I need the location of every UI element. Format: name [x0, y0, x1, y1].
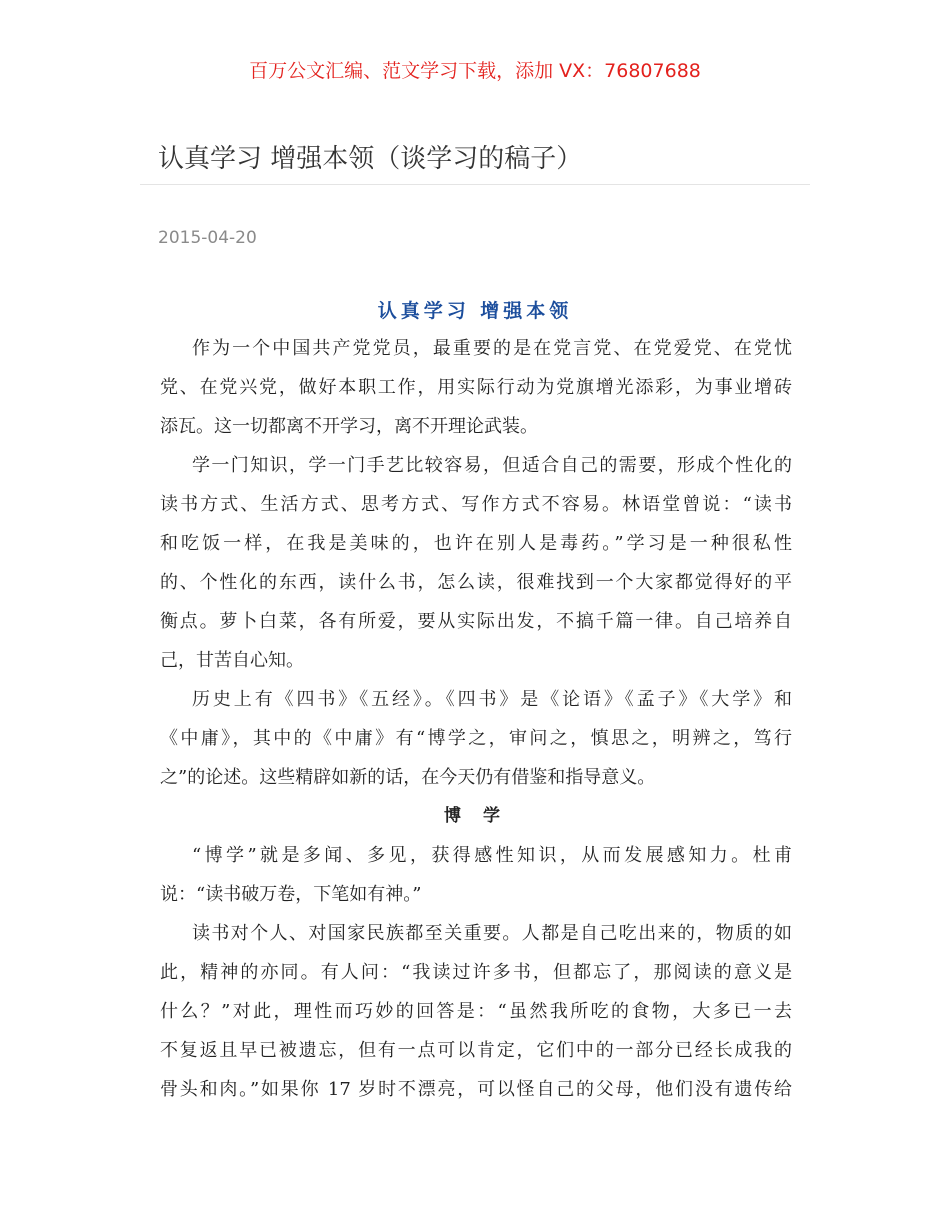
paragraph-line: 的、个性化的东西，读什么书，怎么读，很难找到一个大家都觉得好的平 — [160, 572, 792, 593]
paragraph-line: 此，精神的亦同。有人问：“我读过许多书，但都忘了，那阅读的意义是 — [160, 962, 792, 983]
section-heading: 博 学 — [444, 806, 508, 826]
paragraph — [160, 329, 792, 446]
paragraph-line: 己，甘苦自心知。 — [160, 650, 304, 671]
paragraph-line: 《中庸》，其中的《中庸》有“博学之，审问之，慎思之，明辨之，笃行 — [160, 728, 792, 749]
paragraph — [160, 914, 792, 1109]
paragraph — [160, 836, 792, 914]
paragraph-line: 什么？”对此，理性而巧妙的回答是：“虽然我所吃的食物，大多已一去 — [160, 1001, 792, 1022]
paragraph-line: “博学”就是多闻、多见，获得感性知识，从而发展感知力。杜甫 — [192, 845, 792, 866]
paragraph-line: 说：“读书破万卷，下笔如有神。” — [160, 884, 422, 905]
article-body — [160, 329, 792, 1109]
title-divider — [140, 184, 810, 185]
page-title: 认真学习 增强本领（谈学习的稿子） — [158, 144, 583, 174]
paragraph-line: 历史上有《四书》《五经》。《四书》是《论语》《孟子》《大学》和 — [192, 689, 792, 710]
paragraph-line: 党、在党兴党，做好本职工作，用实际行动为党旗增光添彩，为事业增砖 — [160, 377, 792, 398]
paragraph-line: 衡点。萝卜白菜，各有所爱，要从实际出发，不搞千篇一律。自己培养自 — [160, 611, 792, 632]
paragraph-line: 读书对个人、对国家民族都至关重要。人都是自己吃出来的，物质的如 — [192, 923, 792, 944]
paragraph-line: 和吃饭一样，在我是美味的，也许在别人是毒药。”学习是一种很私性 — [160, 533, 792, 554]
paragraph-line: 学一门知识，学一门手艺比较容易，但适合自己的需要，形成个性化的 — [192, 455, 792, 476]
paragraph-line: 骨头和肉。”如果你 17 岁时不漂亮，可以怪自己的父母，他们没有遗传给 — [160, 1079, 792, 1100]
paragraph-line: 添瓦。这一切都离不开学习，离不开理论武装。 — [160, 416, 538, 437]
publish-date: 2015-04-20 — [158, 228, 257, 248]
promo-banner: 百万公文汇编、范文学习下载，添加 VX：76807688 — [249, 60, 701, 82]
paragraph-line: 之”的论述。这些精辟如新的话，在今天仍有借鉴和指导意义。 — [160, 767, 656, 788]
article-heading: 认真学习 增强本领 — [377, 300, 573, 322]
paragraph-line: 读书方式、生活方式、思考方式、写作方式不容易。林语堂曾说：“读书 — [160, 494, 792, 515]
paragraph-line: 作为一个中国共产党党员，最重要的是在党言党、在党爱党、在党忧 — [192, 338, 792, 359]
paragraph-line: 不复返且早已被遗忘，但有一点可以肯定，它们中的一部分已经长成我的 — [160, 1040, 792, 1061]
paragraph — [160, 680, 792, 797]
paragraph — [160, 446, 792, 680]
